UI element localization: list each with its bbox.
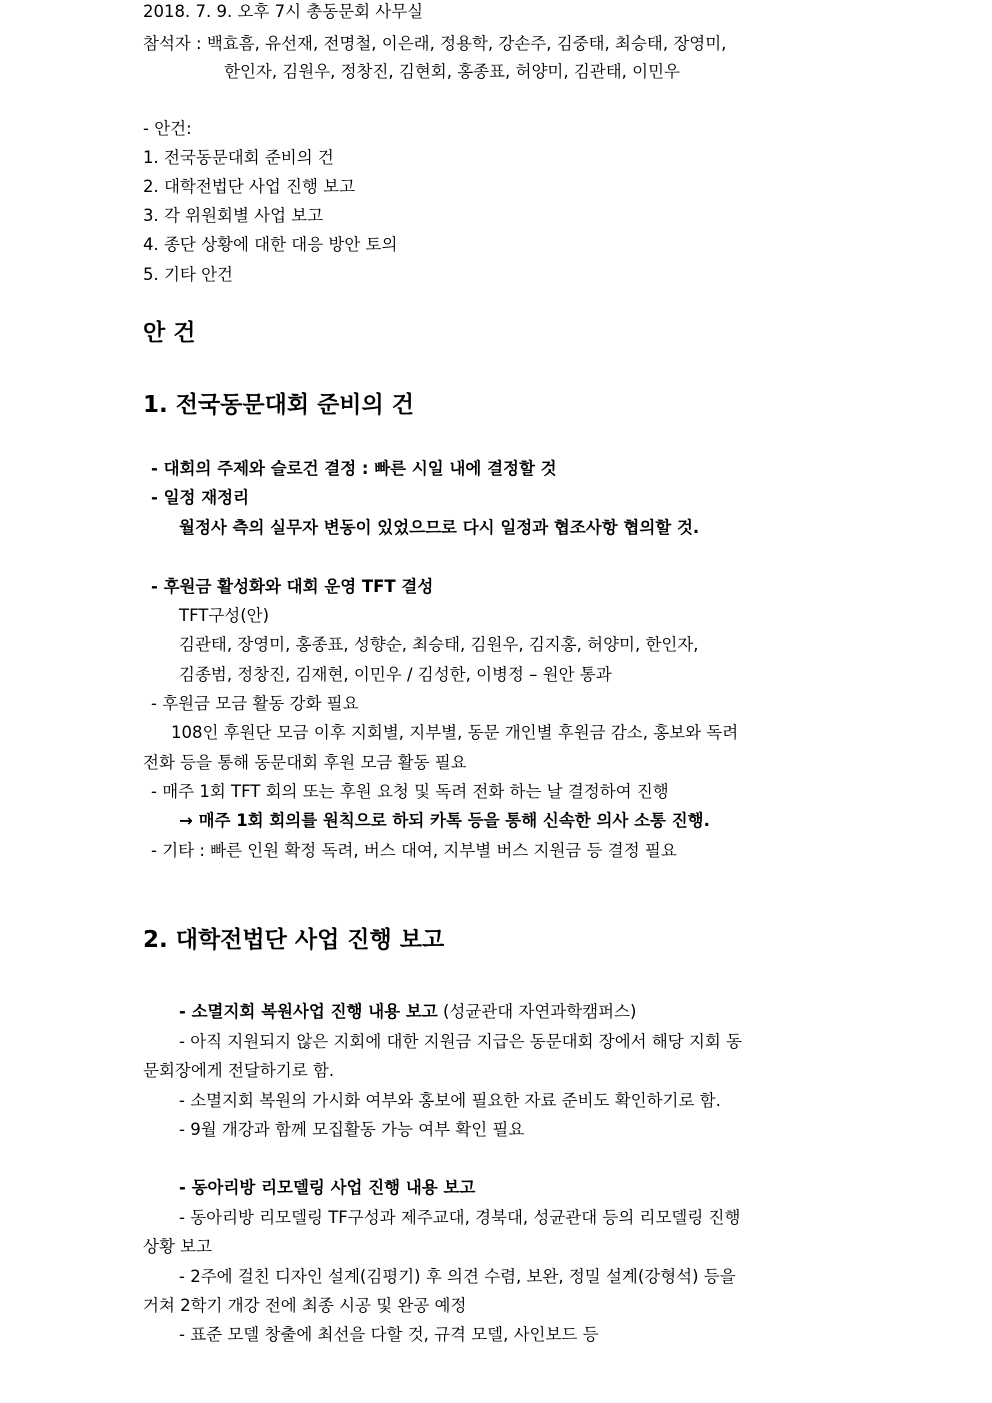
meeting-datetime: 2018. 7. 9. 오후 7시 총동문회 사무실 — [143, 2, 424, 21]
section-1-theme: - 대회의 주제와 슬로건 결정 : 빠른 시일 내에 결정할 것 — [151, 459, 557, 478]
attendees-line-2: 한인자, 김원우, 정창진, 김현회, 홍종표, 허양미, 김관태, 이민우 — [224, 62, 680, 81]
section-1-tft-members-2: 김종범, 정창진, 김재현, 이민우 / 김성한, 이병정 – 원안 통과 — [179, 665, 612, 684]
section-1-fund-detail-2: 전화 등을 통해 동문대회 후원 모금 활동 필요 — [143, 753, 467, 772]
section-2-sub-2-item-2-a: - 2주에 걸친 디자인 설계(김평기) 후 의견 수렴, 보완, 정밀 설계(강형석) 등을 — [179, 1267, 736, 1286]
section-1-schedule-detail: 월정사 측의 실무자 변동이 있었으므로 다시 일정과 협조사항 협의할 것. — [179, 518, 700, 537]
agenda-list-item-4: 4. 종단 상황에 대한 대응 방안 토의 — [143, 235, 398, 254]
section-2-sub-1-item-1-a: - 아직 지원되지 않은 지회에 대한 지원금 지급은 동문대회 장에서 해당 지회 동 — [179, 1032, 743, 1051]
agenda-list-item-3: 3. 각 위원회별 사업 보고 — [143, 206, 324, 225]
section-1-schedule: - 일정 재정리 — [151, 488, 250, 507]
section-2-sub-2-item-1-b: 상황 보고 — [143, 1237, 213, 1256]
section-2-sub-1-item-2: - 소멸지회 복원의 가시화 여부와 홍보에 필요한 자료 준비도 확인하기로 함. — [179, 1091, 721, 1110]
section-2-sub-1-item-1-b: 문회장에게 전달하기로 함. — [143, 1061, 335, 1080]
section-1-tft-plan: TFT구성(안) — [179, 606, 270, 625]
agenda-list-label: - 안건: — [143, 119, 192, 138]
section-1-tft: - 후원금 활성화와 대회 운영 TFT 결성 — [151, 577, 434, 596]
section-2-title: 2. 대학전법단 사업 진행 보고 — [143, 927, 445, 953]
section-2-sub-2-item-3: - 표준 모델 창출에 최선을 다할 것, 규격 모델, 사인보드 등 — [179, 1325, 599, 1344]
section-1-fund: - 후원금 모금 활동 강화 필요 — [151, 694, 359, 713]
section-2-sub-2-title: - 동아리방 리모델링 사업 진행 내용 보고 — [179, 1178, 476, 1197]
section-1-fund-detail-1: 108인 후원단 모금 이후 지회별, 지부별, 동문 개인별 후원금 감소, 홍보와 독려 — [171, 723, 739, 742]
agenda-list-item-1: 1. 전국동문대회 준비의 건 — [143, 148, 334, 167]
section-1-etc: - 기타 : 빠른 인원 확정 독려, 버스 대여, 지부별 버스 지원금 등 결정 필요 — [151, 841, 677, 860]
section-1-tft-members-1: 김관태, 장영미, 홍종표, 성향순, 최승태, 김원우, 김지홍, 허양미, 한인자, — [179, 635, 699, 654]
section-2-sub-2-item-1-a: - 동아리방 리모델링 TF구성과 제주교대, 경북대, 성균관대 등의 리모델링 진행 — [179, 1208, 741, 1227]
section-2-sub-1-item-3: - 9월 개강과 함께 모집활동 가능 여부 확인 필요 — [179, 1120, 525, 1139]
section-1-title: 1. 전국동문대회 준비의 건 — [143, 392, 414, 418]
section-1-weekly-result: → 매주 1회 회의를 원칙으로 하되 카톡 등을 통해 신속한 의사 소통 진행. — [179, 811, 710, 830]
agenda-list-item-2: 2. 대학전법단 사업 진행 보고 — [143, 177, 356, 196]
section-2-sub-1-note: (성균관대 자연과학캠퍼스) — [437, 1002, 637, 1021]
section-2-sub-1-title: - 소멸지회 복원사업 진행 내용 보고 — [179, 1002, 438, 1021]
section-2-sub-1-heading — [179, 1001, 636, 1023]
section-2-sub-2-item-2-b: 거쳐 2학기 개강 전에 최종 시공 및 완공 예정 — [143, 1296, 467, 1315]
section-1-weekly: - 매주 1회 TFT 회의 또는 후원 요청 및 독려 전화 하는 날 결정하여 진행 — [151, 782, 669, 801]
attendees-line-1: 참석자 : 백효흠, 유선재, 전명철, 이은래, 정용학, 강손주, 김중태, 최승태, 장영미, — [143, 34, 727, 53]
agenda-list-item-5: 5. 기타 안건 — [143, 265, 233, 284]
agenda-heading: 안 건 — [143, 320, 196, 346]
